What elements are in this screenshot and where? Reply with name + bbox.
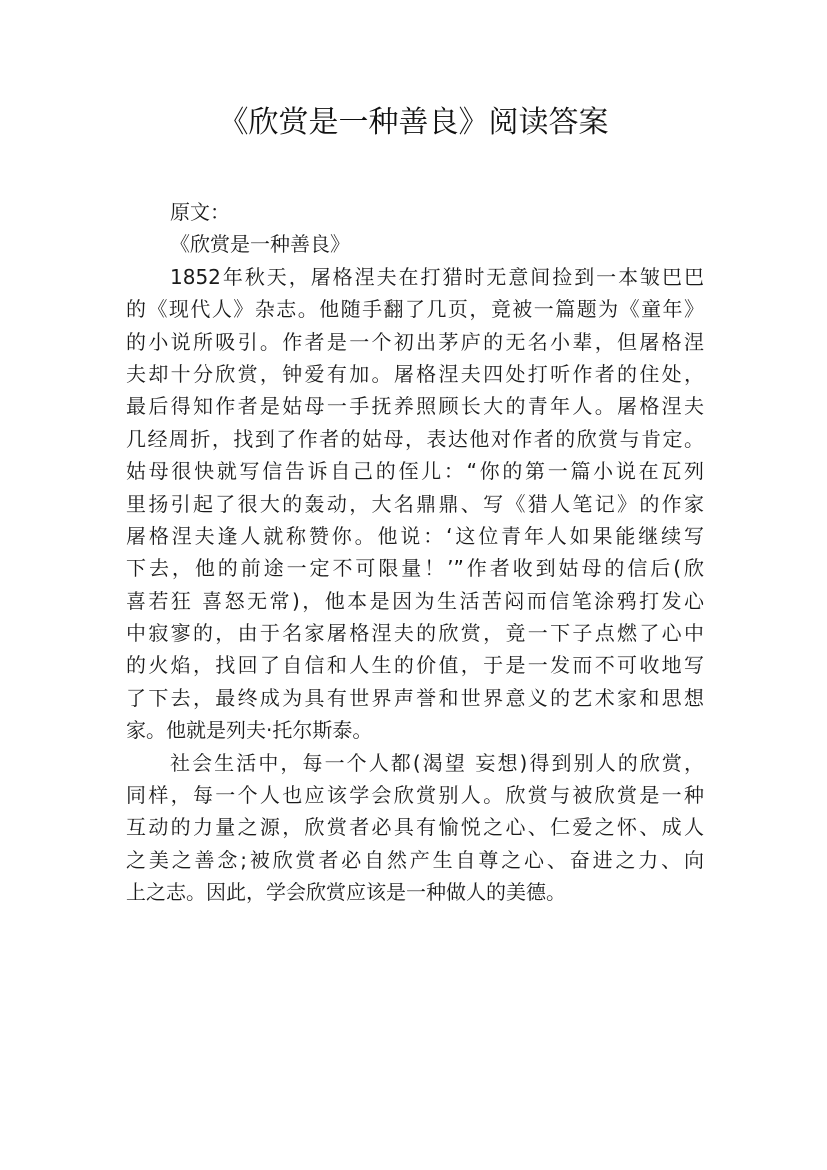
text-line: 上之志。因此，学会欣赏应该是一种做人的美德。	[126, 880, 566, 905]
text-line: 里扬引起了很大的轰动，大名鼎鼎、写《猎人笔记》的作家	[126, 491, 704, 516]
text-line: 之美之善念;被欣赏者必自然产生自尊之心、奋进之力、向	[126, 847, 704, 872]
text-line: 社会生活中，每一个人都(渴望 妄想)得到别人的欣赏，	[170, 750, 704, 775]
document-body	[126, 196, 704, 909]
text-line: 中寂寥的，由于名家屠格涅夫的欣赏，竟一下子点燃了心中	[126, 621, 704, 646]
text-line: 了下去，最终成为具有世界声誉和世界意义的艺术家和思想	[126, 685, 704, 710]
text-line: 最后得知作者是姑母一手抚养照顾长大的青年人。屠格涅夫	[126, 394, 704, 419]
text-line: 喜若狂 喜怒无常)，他本是因为生活苦闷而信笔涂鸦打发心	[126, 588, 704, 613]
text-line: 同样，每一个人也应该学会欣赏别人。欣赏与被欣赏是一种	[126, 783, 704, 808]
text-line: 夫却十分欣赏，钟爱有加。屠格涅夫四处打听作者的住处，	[126, 361, 704, 386]
document-title: 《欣赏是一种善良》阅读答案	[218, 105, 609, 140]
text-line: 姑母很快就写信告诉自己的侄儿：“你的第一篇小说在瓦列	[126, 459, 704, 484]
text-line: 1852年秋天，屠格涅夫在打猎时无意间捡到一本皱巴巴	[170, 264, 704, 289]
text-line: 几经周折，找到了作者的姑母，表达他对作者的欣赏与肯定。	[126, 426, 704, 451]
text-line: 的火焰，找回了自信和人生的价值，于是一发而不可收地写	[126, 653, 704, 678]
text-line: 的《现代人》杂志。他随手翻了几页，竟被一篇题为《童年》	[126, 297, 704, 322]
text-line: 互动的力量之源，欣赏者必具有愉悦之心、仁爱之怀、成人	[126, 815, 704, 840]
text-line: 的小说所吸引。作者是一个初出茅庐的无名小辈，但屠格涅	[126, 329, 704, 354]
text-line: 原文：	[170, 200, 230, 224]
text-line: 下去，他的前途一定不可限量！’”作者收到姑母的信后(欣	[126, 556, 704, 581]
text-line: 《欣赏是一种善良》	[170, 232, 350, 257]
text-line: 家。他就是列夫·托尔斯泰。	[126, 718, 373, 743]
text-line: 屠格涅夫逢人就称赞你。他说：‘这位青年人如果能继续写	[126, 523, 704, 548]
